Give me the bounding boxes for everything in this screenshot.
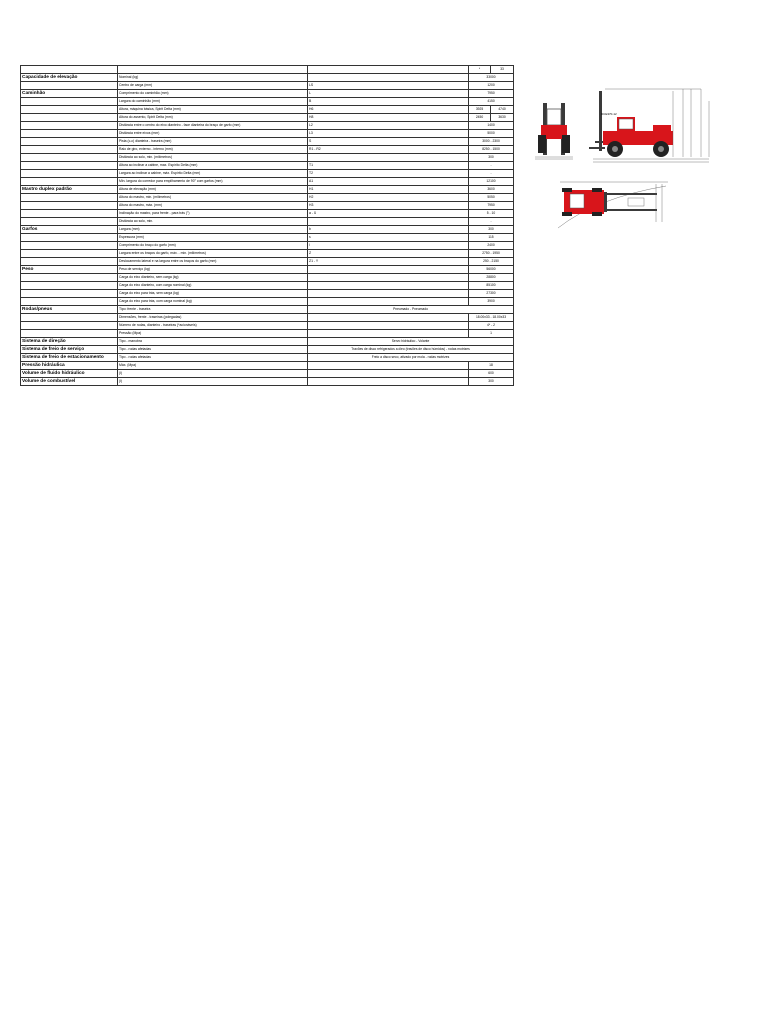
header-empty xyxy=(118,66,308,74)
row-value: 600 xyxy=(469,370,514,378)
row-symbol: H6 xyxy=(308,106,469,114)
table-row xyxy=(21,346,514,354)
row-group-label: Volume de combustível xyxy=(21,378,118,386)
table-row xyxy=(21,370,514,378)
row-symbol: R1 - R2 xyxy=(308,146,469,154)
header-row xyxy=(21,66,514,74)
row-value: 7950 xyxy=(469,202,514,210)
row-value: 2450 xyxy=(469,114,491,122)
table-row xyxy=(21,282,514,290)
row-parameter: Carga do eixo para trás, com carga nominal (kg) xyxy=(118,298,308,306)
row-parameter: Tipo - rodas afetadas xyxy=(118,346,308,354)
row-value: 4150 xyxy=(469,98,514,106)
row-parameter: Altura ao inclinar a cabine, max. Espírito Delta (mm) xyxy=(118,162,308,170)
row-spanned-value: Servo hidráulico - Volante xyxy=(308,338,514,346)
row-symbol xyxy=(308,74,469,82)
table-row xyxy=(21,354,514,362)
row-group-label xyxy=(21,194,118,202)
row-symbol: b xyxy=(308,226,469,234)
row-symbol xyxy=(308,322,469,330)
table-row xyxy=(21,298,514,306)
row-parameter: Máx. (Mpa) xyxy=(118,362,308,370)
row-symbol: L3 xyxy=(308,130,469,138)
forklift-side-view xyxy=(589,89,709,162)
row-spanned-value: Freio a disco seco, ativado por mola - rodas motrizes xyxy=(308,354,514,362)
row-symbol xyxy=(308,330,469,338)
row-group-label: Volume de fluido hidráulico xyxy=(21,370,118,378)
row-symbol: S xyxy=(308,138,469,146)
row-group-label xyxy=(21,258,118,266)
row-parameter: Distância entre eixos (mm) xyxy=(118,130,308,138)
row-value: 5050 xyxy=(469,194,514,202)
row-symbol xyxy=(308,274,469,282)
row-value: 4* - 2 xyxy=(469,322,514,330)
row-symbol xyxy=(308,282,469,290)
row-parameter: Pressão (Mpa) xyxy=(118,330,308,338)
table-row xyxy=(21,290,514,298)
row-group-label xyxy=(21,178,118,186)
row-parameter: Centro de carga (mm) xyxy=(118,82,308,90)
row-parameter: Pista (c-c) dianteira - traseira (mm) xyxy=(118,138,308,146)
row-group-label xyxy=(21,106,118,114)
row-value: - xyxy=(469,170,514,178)
spec-table xyxy=(20,65,514,386)
table-row xyxy=(21,322,514,330)
table-row xyxy=(21,202,514,210)
row-parameter: Inclinação do mastro, para frente - para trás (°) xyxy=(118,210,308,218)
table-row xyxy=(21,218,514,226)
table-row xyxy=(21,170,514,178)
row-parameter: Dimensões, frente - traseiras (polegadas) xyxy=(118,314,308,322)
row-symbol: l xyxy=(308,242,469,250)
row-value: 8250 - 1500 xyxy=(469,146,514,154)
forklift-side-diagram xyxy=(533,87,733,170)
row-value: 3000 - 2300 xyxy=(469,138,514,146)
row-parameter: Comprimento do caminhão (mm) xyxy=(118,90,308,98)
row-symbol xyxy=(308,314,469,322)
row-group-label xyxy=(21,138,118,146)
row-group-label xyxy=(21,314,118,322)
row-group-label xyxy=(21,274,118,282)
row-symbol: A1 xyxy=(308,178,469,186)
row-value: 4740 xyxy=(491,106,514,114)
row-symbol xyxy=(308,266,469,274)
row-group-label xyxy=(21,322,118,330)
row-parameter: Largura do caminhão (mm) xyxy=(118,98,308,106)
row-symbol xyxy=(308,218,469,226)
row-group-label xyxy=(21,170,118,178)
row-group-label: Mastro duplex padrão xyxy=(21,186,118,194)
table-row xyxy=(21,106,514,114)
row-value: 3900 xyxy=(469,298,514,306)
table-row xyxy=(21,138,514,146)
table-row xyxy=(21,250,514,258)
row-parameter: Comprimento do braço do garfo (mm) xyxy=(118,242,308,250)
row-value: 1400 xyxy=(469,122,514,130)
row-group-label xyxy=(21,330,118,338)
row-value: 85100 xyxy=(469,282,514,290)
row-group-label xyxy=(21,242,118,250)
row-group-label xyxy=(21,234,118,242)
row-parameter: Tipo: frente - traseira xyxy=(118,306,308,314)
row-symbol: T1 xyxy=(308,162,469,170)
row-parameter: Carga do eixo dianteiro, com carga nominal (kg) xyxy=(118,282,308,290)
row-parameter: Carga do eixo dianteiro, sem carga (kg) xyxy=(118,274,308,282)
row-group-label xyxy=(21,114,118,122)
row-parameter: Altura do mastro, min. (milímetros) xyxy=(118,194,308,202)
row-parameter: Deslocamento lateral e na largura entre os braços do garfo (mm) xyxy=(118,258,308,266)
row-value: 3630 xyxy=(491,114,514,122)
table-row xyxy=(21,306,514,314)
row-value: 2750 - 1950 xyxy=(469,250,514,258)
table-row xyxy=(21,226,514,234)
row-parameter: Raio de giro, externo - interno (mm) xyxy=(118,146,308,154)
table-row xyxy=(21,98,514,106)
table-row xyxy=(21,314,514,322)
row-symbol xyxy=(308,298,469,306)
table-row xyxy=(21,154,514,162)
row-value: 3600 xyxy=(469,186,514,194)
row-parameter: Nominal (kg) xyxy=(118,74,308,82)
row-group-label xyxy=(21,218,118,226)
row-symbol: L xyxy=(308,90,469,98)
row-group-label: Peso xyxy=(21,266,118,274)
table-row xyxy=(21,274,514,282)
table-row xyxy=(21,258,514,266)
row-symbol: H2 xyxy=(308,194,469,202)
table-row xyxy=(21,82,514,90)
row-value: 18.00x33 - 18.00x33 xyxy=(469,314,514,322)
row-parameter: Altura de elevação (mm) xyxy=(118,186,308,194)
forklift-top-diagram xyxy=(556,178,676,237)
row-value: 18 xyxy=(469,362,514,370)
row-group-label xyxy=(21,98,118,106)
table-row xyxy=(21,178,514,186)
row-value: 5000 xyxy=(469,130,514,138)
row-parameter: Espessura (mm) xyxy=(118,234,308,242)
row-value: 1 xyxy=(469,330,514,338)
row-value: 2400 xyxy=(469,242,514,250)
header-empty xyxy=(21,66,118,74)
table-row xyxy=(21,186,514,194)
row-symbol: T2 xyxy=(308,170,469,178)
header-empty xyxy=(308,66,469,74)
row-group-label xyxy=(21,250,118,258)
row-group-label: Caminhão xyxy=(21,90,118,98)
row-symbol: B xyxy=(308,98,469,106)
row-parameter: Min. largura do corredor para empilhamento de 90° com garfos (mm) xyxy=(118,178,308,186)
table-row xyxy=(21,130,514,138)
row-symbol: H8 xyxy=(308,114,469,122)
row-value: 300 xyxy=(469,378,514,386)
row-parameter: Largura ao inclinar a cabine, máx. Espírito Delta (mm) xyxy=(118,170,308,178)
row-parameter: Altura, máquina básica, Spirit Delta (mm) xyxy=(118,106,308,114)
row-parameter: Distância entre o centro do eixo dianteiro - face dianteira do braço de garfo (mm) xyxy=(118,122,308,130)
model-label: DCE370-12 xyxy=(601,112,617,116)
row-symbol: Z xyxy=(308,250,469,258)
row-parameter: Tipo - rodas afetadas xyxy=(118,354,308,362)
row-value: - xyxy=(469,162,514,170)
row-group-label xyxy=(21,202,118,210)
row-group-label xyxy=(21,210,118,218)
table-row xyxy=(21,234,514,242)
row-value: - xyxy=(469,218,514,226)
row-value: 12100 xyxy=(469,178,514,186)
table-row xyxy=(21,210,514,218)
row-value: 33000 xyxy=(469,74,514,82)
row-group-label: Sistema de direção xyxy=(21,338,118,346)
forklift-front-view xyxy=(535,103,573,159)
row-symbol: Z1 - Y xyxy=(308,258,469,266)
row-parameter: (l) xyxy=(118,378,308,386)
row-symbol xyxy=(308,362,469,370)
table-row xyxy=(21,338,514,346)
table-row xyxy=(21,122,514,130)
row-value: 1200 xyxy=(469,82,514,90)
row-parameter: Largura (mm) xyxy=(118,226,308,234)
row-spanned-value: Travões de disco refrigerados a óleo (travões de disco húmidos) - rodas motrizes xyxy=(308,346,514,354)
row-group-label: Sistema de freio de serviço xyxy=(21,346,118,354)
row-group-label xyxy=(21,282,118,290)
row-symbol xyxy=(308,378,469,386)
row-parameter: Distância ao solo, min. (milímetros) xyxy=(118,154,308,162)
row-group-label xyxy=(21,130,118,138)
table-row xyxy=(21,194,514,202)
row-group-label xyxy=(21,146,118,154)
table-row xyxy=(21,330,514,338)
row-symbol: LS xyxy=(308,82,469,90)
row-symbol: a - ß xyxy=(308,210,469,218)
row-group-label xyxy=(21,122,118,130)
row-symbol: H3 xyxy=(308,202,469,210)
row-parameter: Carga do eixo para trás, sem carga (kg) xyxy=(118,290,308,298)
row-value: 28800 xyxy=(469,274,514,282)
header-model: 33 xyxy=(491,66,514,74)
row-value: 27300 xyxy=(469,290,514,298)
row-group-label xyxy=(21,290,118,298)
header-units: * xyxy=(469,66,491,74)
table-row xyxy=(21,362,514,370)
table-row xyxy=(21,114,514,122)
row-parameter: Largura entre os braços do garfo, máx. - min. (milímetros) xyxy=(118,250,308,258)
row-parameter: Altura do mastro, máx. (mm) xyxy=(118,202,308,210)
table-row xyxy=(21,146,514,154)
table-row xyxy=(21,90,514,98)
row-symbol xyxy=(308,370,469,378)
row-parameter: Número de rodas, dianteiro - traseiras (*acionáveis) xyxy=(118,322,308,330)
row-symbol xyxy=(308,290,469,298)
row-group-label: Garfos xyxy=(21,226,118,234)
table-row xyxy=(21,162,514,170)
row-group-label: Sistema de freio de estacionamento xyxy=(21,354,118,362)
table-row xyxy=(21,242,514,250)
row-symbol: s xyxy=(308,234,469,242)
row-spanned-value: Pneumado - Pneumado xyxy=(308,306,514,314)
table-row xyxy=(21,266,514,274)
row-symbol: L2 xyxy=(308,122,469,130)
row-group-label xyxy=(21,162,118,170)
row-parameter: Peso de serviço (kg) xyxy=(118,266,308,274)
row-group-label xyxy=(21,82,118,90)
row-value: 7950 xyxy=(469,90,514,98)
row-parameter: Distância ao solo, min. xyxy=(118,218,308,226)
row-symbol: H1 xyxy=(308,186,469,194)
row-group-label xyxy=(21,298,118,306)
row-value: 56000 xyxy=(469,266,514,274)
row-value: 300 xyxy=(469,226,514,234)
row-group-label: Rodas/pneus xyxy=(21,306,118,314)
row-value: 115 xyxy=(469,234,514,242)
row-value: 5 - 10 xyxy=(469,210,514,218)
row-value: 250 - 2150 xyxy=(469,258,514,266)
row-parameter: Tipo - manobra xyxy=(118,338,308,346)
row-symbol xyxy=(308,154,469,162)
row-group-label xyxy=(21,154,118,162)
row-parameter: Altura do assento, Spirit Delta (mm) xyxy=(118,114,308,122)
row-value: 3925 xyxy=(469,106,491,114)
row-parameter: (l) xyxy=(118,370,308,378)
row-group-label: Capacidade de elevação xyxy=(21,74,118,82)
row-group-label: Pressão hidráulica xyxy=(21,362,118,370)
row-value: 300 xyxy=(469,154,514,162)
table-row xyxy=(21,74,514,82)
table-row xyxy=(21,378,514,386)
